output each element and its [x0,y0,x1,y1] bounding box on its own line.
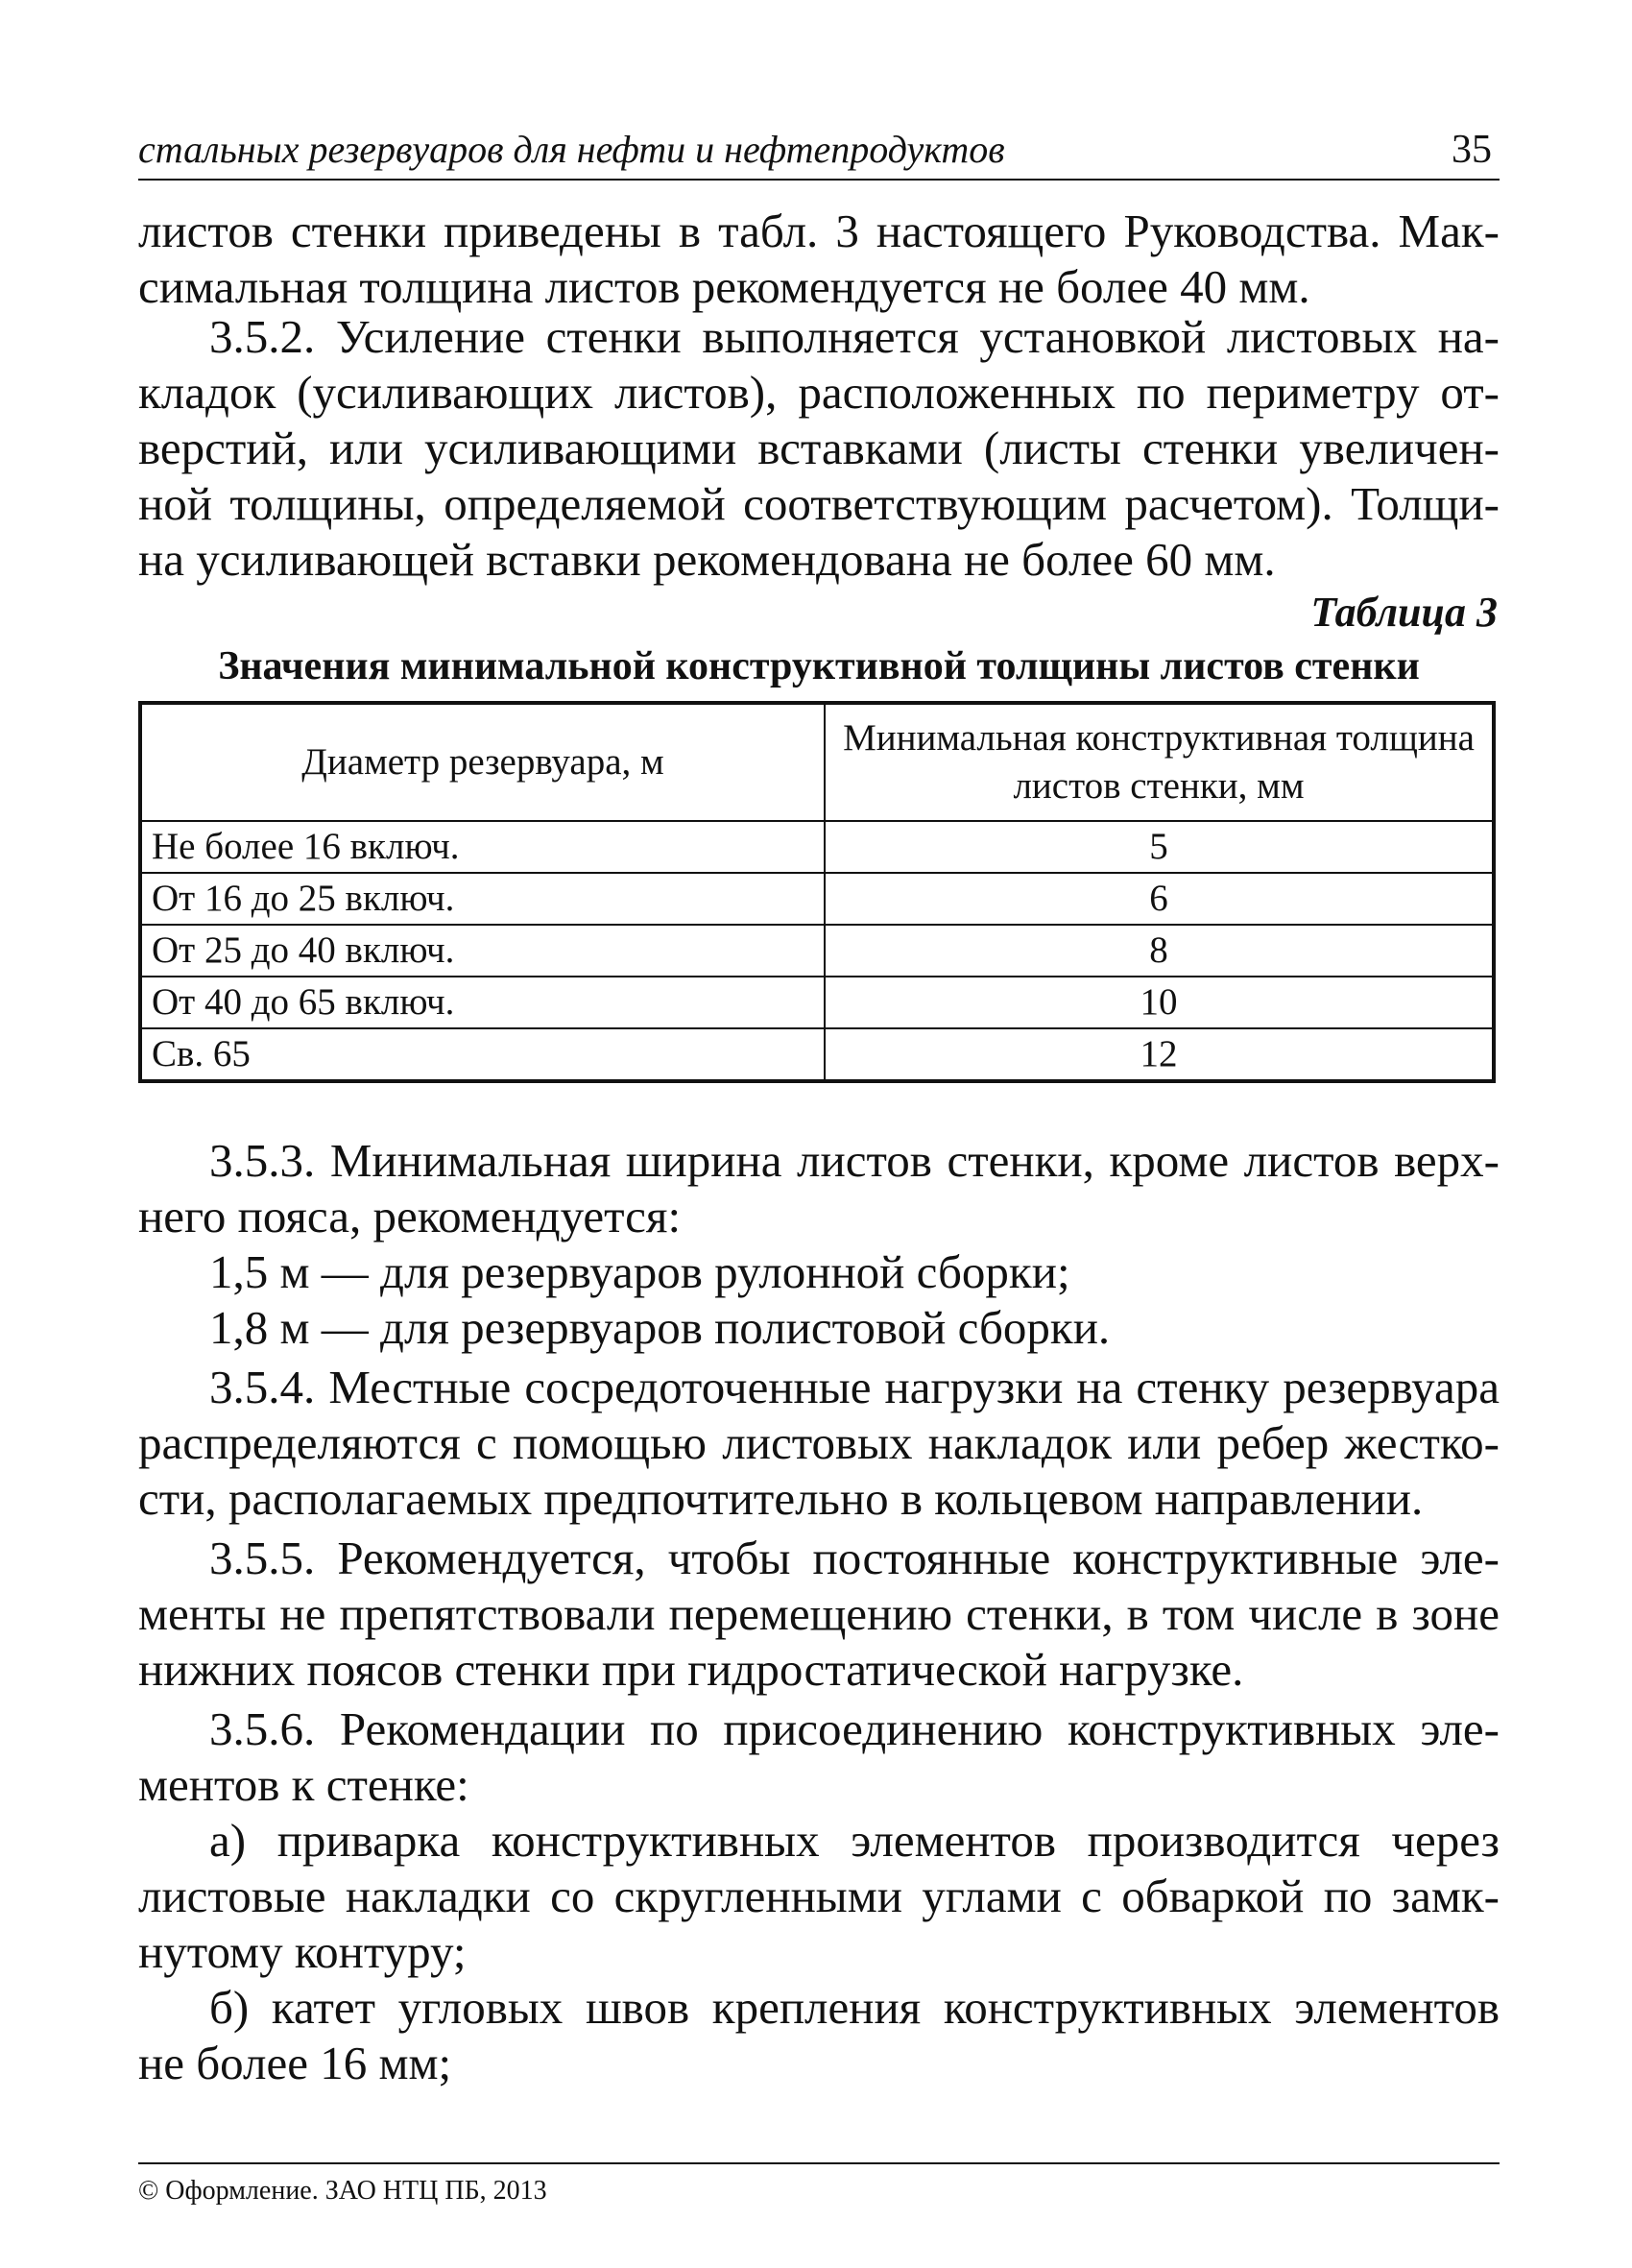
paragraph-3-5-4 [138,1360,1500,1527]
table-cell-thickness: 12 [825,1028,1494,1081]
table-cell-diameter: От 40 до 65 включ. [140,977,825,1028]
text-line: верстий, или усиливающими вставками (листы стенки увеличен- [138,422,1500,474]
paragraph-continuation [138,204,1500,315]
text-line: менты не препятствовали перемещению стенки, в том числе в зоне [138,1587,1500,1640]
text-line: него пояса, рекомендуется: [138,1190,682,1243]
table-cell-thickness: 6 [825,873,1494,925]
text-line: сти, располагаемых предпочтительно в кольцевом направлении. [138,1472,1424,1525]
table-row [140,821,1494,873]
page-number: 35 [1452,128,1492,172]
text-line: 3.5.5. Рекомендуется, чтобы постоянные конструктивные эле- [209,1532,1500,1584]
text-line: распределяются с помощью листовых накладок или ребер жестко- [138,1416,1500,1469]
copyright-footer: © Оформление. ЗАО НТЦ ПБ, 2013 [138,2176,547,2206]
footer-divider [138,2162,1500,2164]
table-row [140,1028,1494,1081]
table-cell-thickness: 10 [825,977,1494,1028]
text-line: на усиливающей вставки рекомендована не более 60 мм. [138,533,1276,586]
table-header-thickness: Минимальная конструктивная толщина листов стенки, мм [825,703,1494,821]
text-line: 3.5.6. Рекомендации по присоединению конструктивных эле- [209,1702,1500,1755]
text-line: ментов к стенке: [138,1758,469,1811]
text-line: кладок (усиливающих листов), расположенных по периметру от- [138,366,1500,419]
text-line: 1,5 м — для резервуаров рулонной сборки; [209,1245,1070,1298]
text-line: а) приварка конструктивных элементов производится через [209,1814,1500,1867]
table-header-diameter: Диаметр резервуара, м [140,703,825,821]
text-line: симальная толщина листов рекомендуется не более 40 мм. [138,260,1310,313]
text-line: б) катет угловых швов крепления конструктивных элементов [209,1981,1500,2034]
table-cell-diameter: От 25 до 40 включ. [140,925,825,977]
table-cell-diameter: Не более 16 включ. [140,821,825,873]
paragraph-3-5-6 [138,1701,1500,2091]
paragraph-3-5-2 [138,309,1500,588]
paragraph-3-5-3 [138,1133,1500,1356]
table-caption: Таблица 3 [1310,589,1498,636]
text-line: листовые накладки со скругленными углами с обваркой по замк- [138,1870,1500,1922]
text-line: ной толщины, определяемой соответствующим расчетом). Толщи- [138,477,1500,530]
text-line: нижних поясов стенки при гидростатической нагрузке. [138,1643,1244,1696]
text-line: 3.5.2. Усиление стенки выполняется установкой листовых на- [209,310,1500,363]
table-cell-thickness: 5 [825,821,1494,873]
table-cell-diameter: Св. 65 [140,1028,825,1081]
table-row [140,977,1494,1028]
thickness-table [138,701,1496,1083]
table-title: Значения минимальной конструктивной толщины листов стенки [218,644,1420,688]
text-line: не более 16 мм; [138,2037,452,2089]
running-header [138,123,1500,181]
text-line: листов стенки приведены в табл. 3 настоящего Руководства. Мак- [138,205,1500,257]
text-line: 3.5.4. Местные сосредоточенные нагрузки на стенку резервуара [209,1361,1500,1413]
table-cell-thickness: 8 [825,925,1494,977]
text-line: 1,8 м — для резервуаров полистовой сборки. [209,1301,1111,1354]
table-header-row [140,703,1494,821]
table-cell-diameter: От 16 до 25 включ. [140,873,825,925]
text-line: нутому контуру; [138,1925,467,1978]
running-title: стальных резервуаров для нефти и нефтепродуктов [138,128,1005,171]
text-line: 3.5.3. Минимальная ширина листов стенки, кроме листов верх- [209,1134,1500,1187]
table-row [140,925,1494,977]
table-row [140,873,1494,925]
paragraph-3-5-5 [138,1531,1500,1698]
